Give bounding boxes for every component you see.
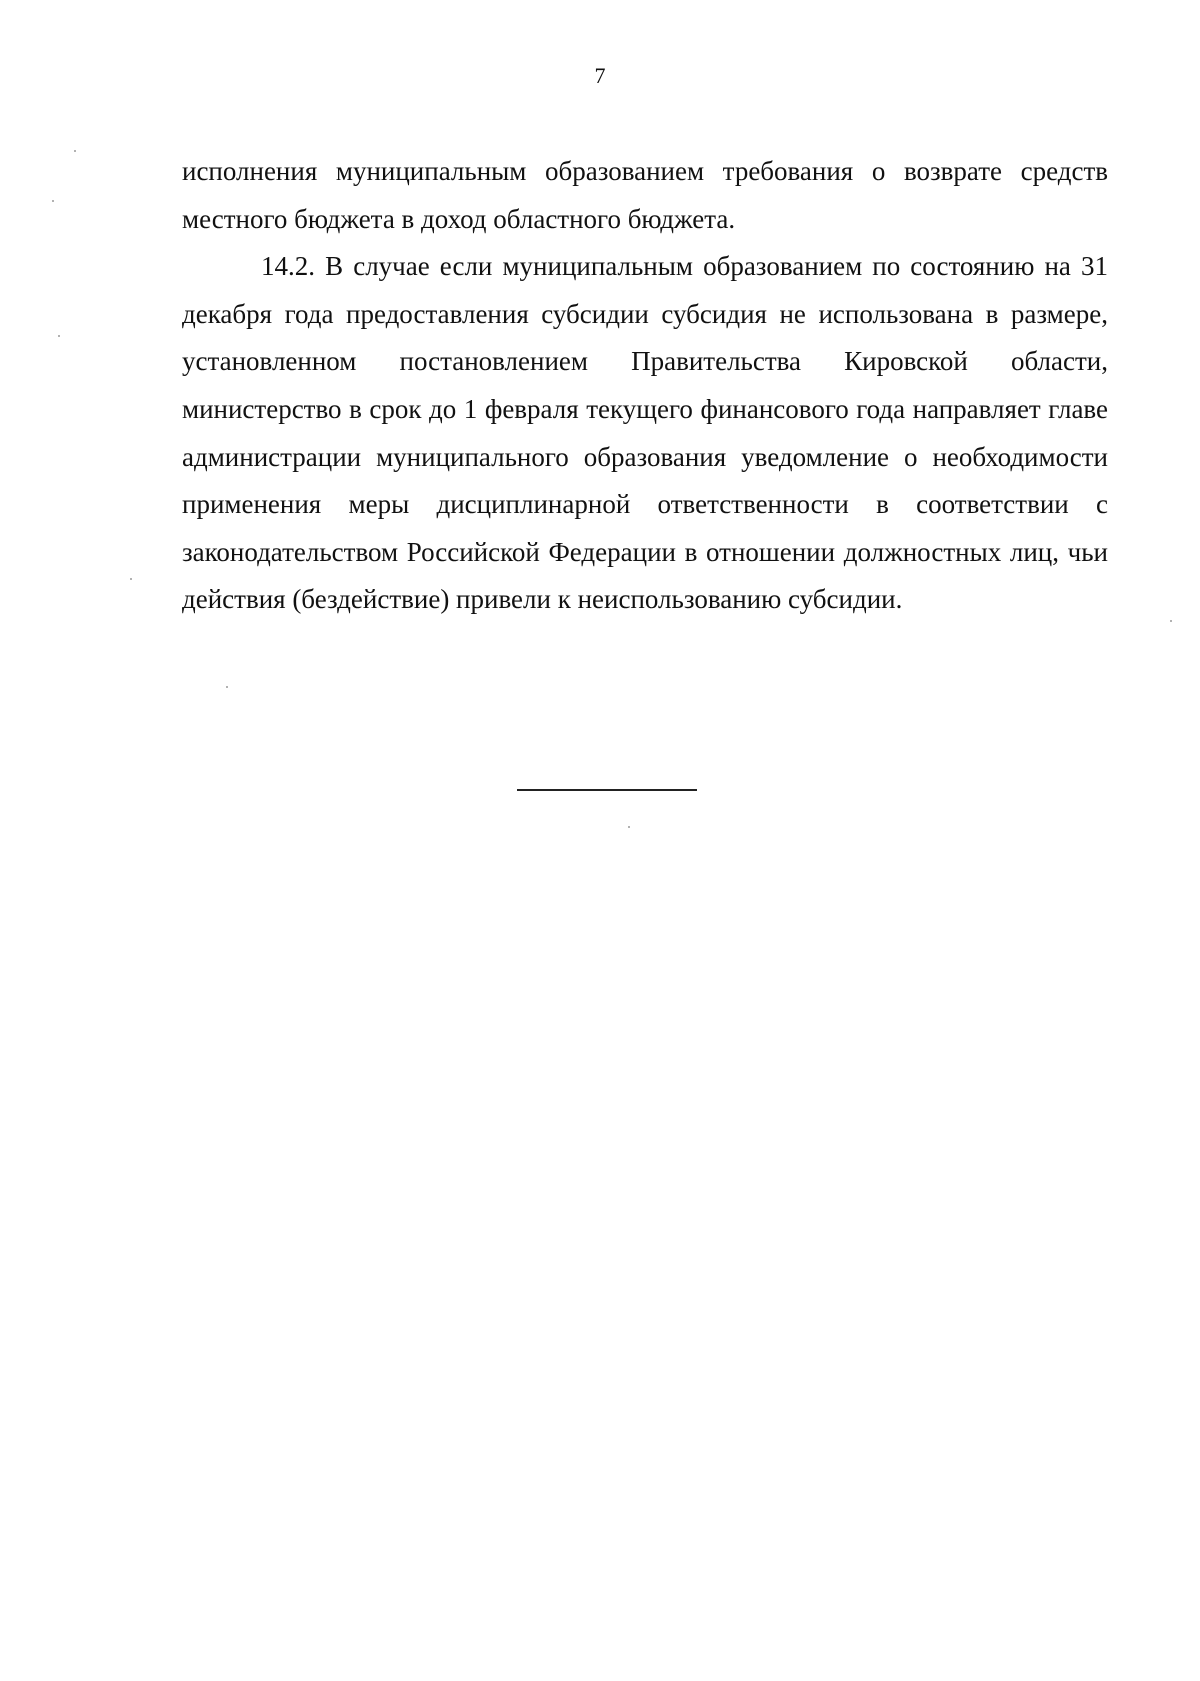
scan-speck — [130, 578, 132, 580]
body-text — [182, 148, 1108, 624]
scan-speck — [628, 826, 630, 828]
paragraph-continuation: исполнения муниципальным образованием требования о возврате средств местного бюджета в доход областного бюджета. — [182, 156, 1108, 234]
end-of-text-rule — [517, 789, 697, 791]
scan-speck — [74, 150, 76, 152]
paragraph-clause-14-2: 14.2. В случае если муниципальным образованием по состоянию на 31 декабря года предоставления субсидии субсидия не использована в размере, установленном постановлением Правительства Кировской области, министерство в срок до 1 февраля текущего финансового года направляет главе администрации муниципального образования уведомление о необходимости применения меры дисциплинарной ответственности в соответствии с законодательством Российской Федерации в отношении должностных лиц, чьи действия (бездействие) привели к неиспользованию субсидии. — [182, 251, 1108, 615]
scan-speck — [1170, 620, 1172, 622]
scan-speck — [226, 686, 228, 688]
scan-speck — [52, 200, 54, 202]
page-number: 7 — [594, 63, 606, 88]
scan-speck — [58, 335, 60, 337]
